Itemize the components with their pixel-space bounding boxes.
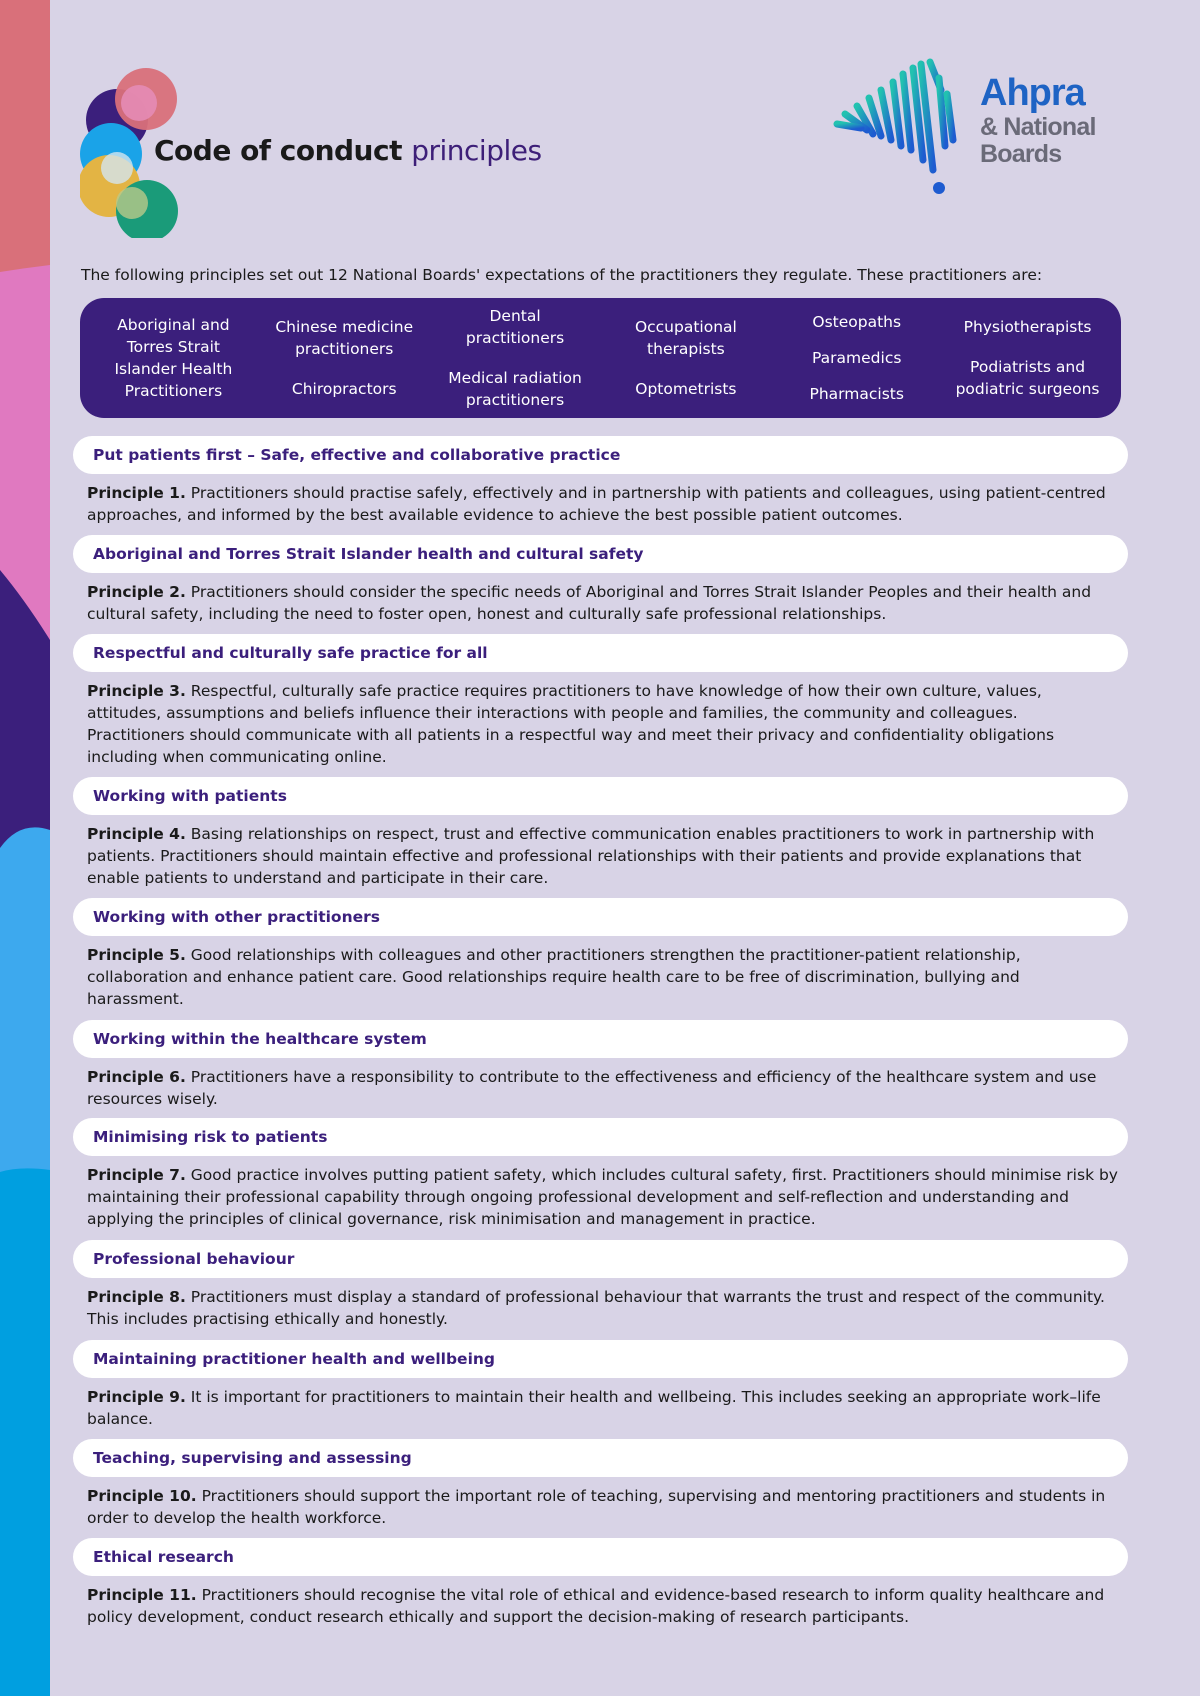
principle-section [73,1538,1128,1637]
profession-item: Occupational therapists [634,318,737,358]
profession-column [260,316,428,400]
principle-body: Principle 5. Good relationships with colleagues and other practitioners strengthen the practitioner-patient relationship, collaboration and enhance patient care. Good relationships require health care to be free of discrimination, bullying and harassment. [87,946,1021,1008]
ahpra-logo [815,50,1135,200]
decorative-side-strip [0,0,50,1696]
brand-subtitle: & National Boards [980,113,1096,168]
principle-section [73,436,1128,535]
principle-heading: Aboriginal and Torres Strait Islander health and cultural safety [73,535,1128,573]
profession-item: Podiatrists and podiatric surgeons [955,358,1100,398]
principles-list [73,436,1128,1637]
principle-section [73,1118,1128,1240]
principle-heading: Respectful and culturally safe practice for all [73,634,1128,672]
profession-item: Optometrists [635,380,737,398]
principle-body: Principle 9. It is important for practitioners to maintain their health and wellbeing. This includes seeking an appropriate work–life balance. [87,1388,1101,1428]
principle-section [73,777,1128,898]
principle-body: Principle 8. Practitioners must display a standard of professional behaviour that warrants the trust and respect of the community. This includes practising ethically and honestly. [87,1288,1105,1328]
principle-section [73,898,1128,1020]
ahpra-emblem-icon [815,50,975,200]
intro-text: The following principles set out 12 National Boards' expectations of the practitioners they regulate. These practitioners are: [81,266,1043,284]
profession-item: Pharmacists [809,385,904,403]
profession-column [944,316,1112,400]
principle-heading: Working within the healthcare system [73,1020,1128,1058]
principle-heading: Maintaining practitioner health and wellbeing [73,1340,1128,1378]
principle-heading: Minimising risk to patients [73,1118,1128,1156]
profession-item: Aboriginal and Torres Strait Islander Health Practitioners [114,316,233,400]
page-header [80,50,1120,240]
principle-heading: Teaching, supervising and assessing [73,1439,1128,1477]
profession-item: Chinese medicine practitioners [275,318,414,358]
page-title: Code of conduct principles [154,134,542,167]
principle-section [73,1340,1128,1439]
professions-box [80,298,1121,418]
brand-name: Ahpra [980,72,1085,114]
principle-heading: Professional behaviour [73,1240,1128,1278]
principle-section [73,634,1128,777]
principle-section [73,1020,1128,1118]
principle-heading: Put patients first – Safe, effective and collaborative practice [73,436,1128,474]
profession-item: Physiotherapists [963,318,1092,336]
principle-body: Principle 6. Practitioners have a responsibility to contribute to the effectiveness and efficiency of the healthcare system and use resources wisely. [87,1068,1097,1108]
principle-body: Principle 1. Practitioners should practise safely, effectively and in partnership with patients and colleagues, using patient-centred approaches, and informed by the best available evidence to achieve the best possible patient outcomes. [87,484,1106,524]
principle-heading: Working with other practitioners [73,898,1128,936]
principle-section [73,1240,1128,1340]
profession-item: Medical radiation practitioners [448,369,582,409]
profession-column [602,316,770,400]
principle-section [73,535,1128,634]
profession-item: Osteopaths [812,313,902,331]
profession-column [431,305,599,411]
principle-section [73,1439,1128,1538]
profession-column [89,314,257,402]
principle-body: Principle 4. Basing relationships on respect, trust and effective communication enables practitioners to work in partnership with patients. Practitioners should maintain effective and professional relationships with their patients and provide explanations that enable patients to understand and participate in their care. [87,825,1095,887]
principle-heading: Working with patients [73,777,1128,815]
principle-body: Principle 11. Practitioners should recognise the vital role of ethical and evidence-based research to inform quality healthcare and policy development, conduct research ethically and support the decision-making of research participants. [87,1586,1105,1626]
profession-item: Paramedics [812,349,902,367]
principle-body: Principle 3. Respectful, culturally safe practice requires practitioners to have knowledge of how their own culture, values, attitudes, assumptions and beliefs influence their interactions with people and families, the community and colleagues. Practitioners should communicate with all patients in a respectful way and meet their privacy and confidentiality obligations including when communicating online. [87,682,1055,766]
profession-column [773,311,941,405]
profession-item: Chiropractors [291,380,397,398]
principle-body: Principle 7. Good practice involves putting patient safety, which includes cultural safety, first. Practitioners should minimise risk by maintaining their professional capability through ongoing professional development and self-reflection and understanding and applying the principles of clinical governance, risk minimisation and management in practice. [87,1166,1118,1228]
profession-item: Dental practitioners [465,307,565,347]
principle-heading: Ethical research [73,1538,1128,1576]
principle-body: Principle 10. Practitioners should support the important role of teaching, supervising and mentoring practitioners and students in order to develop the health workforce. [87,1487,1106,1527]
principle-body: Principle 2. Practitioners should consider the specific needs of Aboriginal and Torres Strait Islander Peoples and their health and cultural safety, including the need to foster open, honest and culturally safe professional relationships. [87,583,1092,623]
